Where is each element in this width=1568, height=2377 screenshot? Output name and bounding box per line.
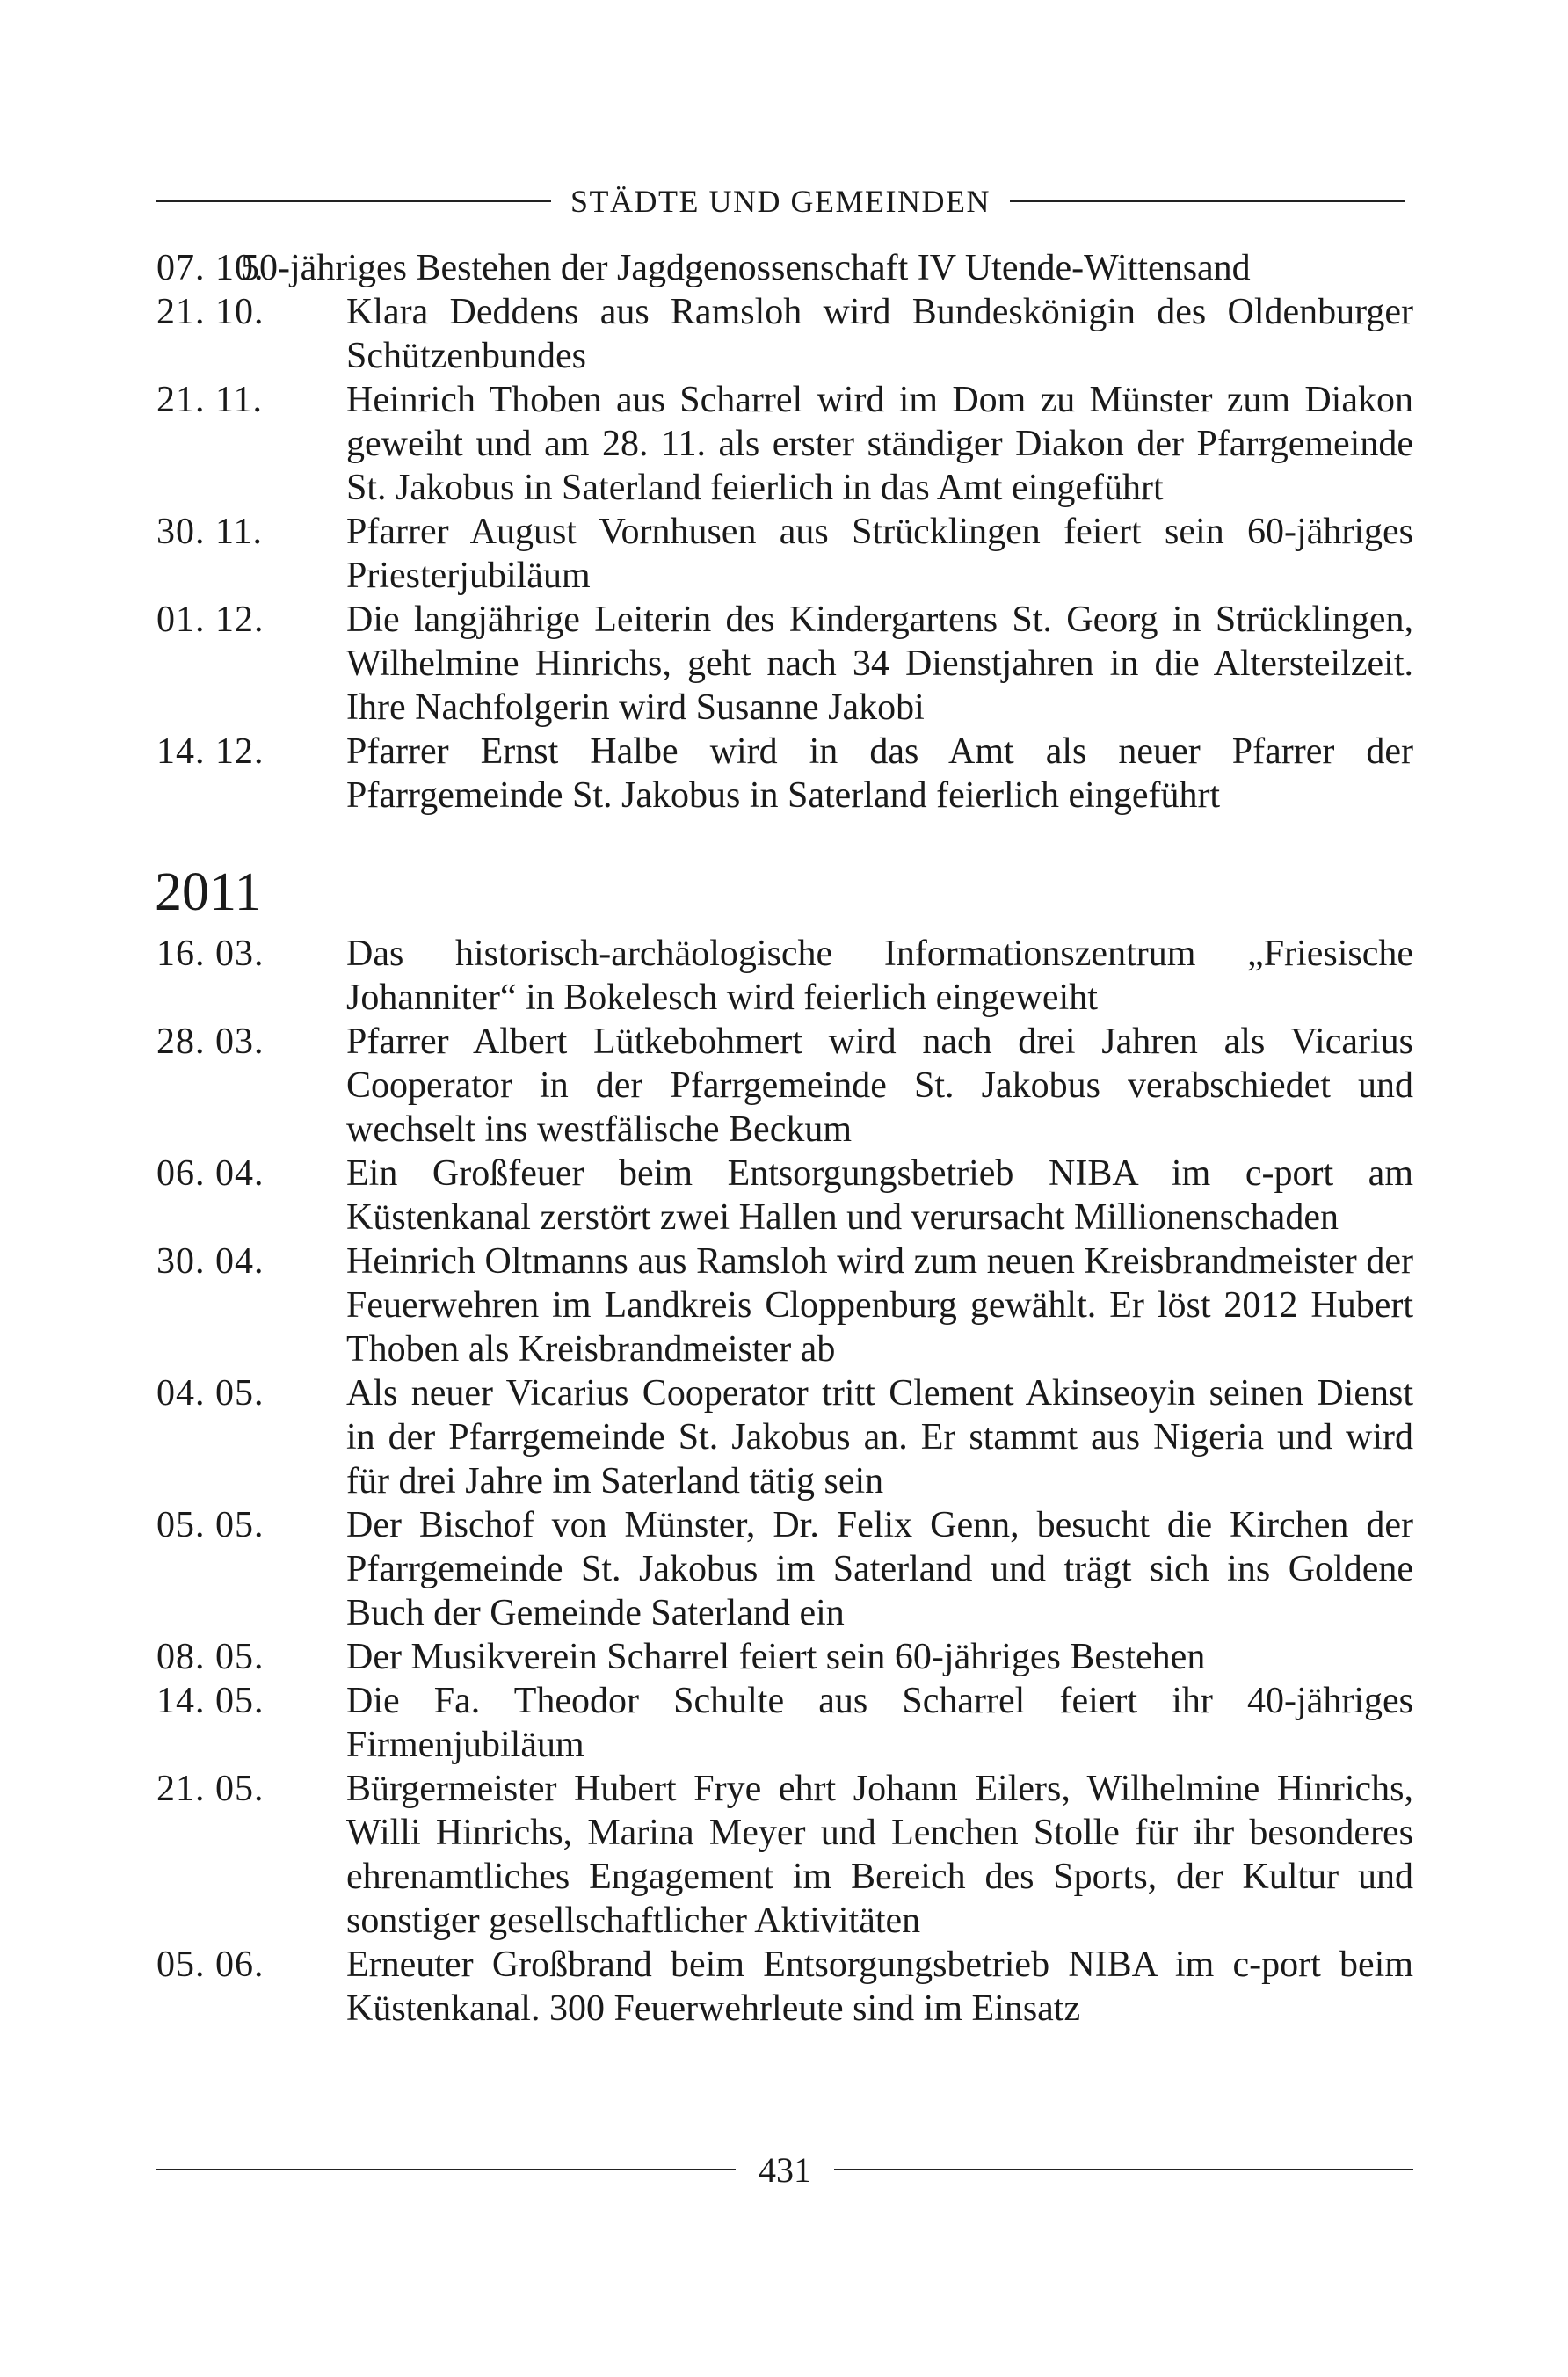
entry-date: 14. 12. — [156, 731, 265, 772]
chronicle-2011-list — [156, 932, 1413, 2031]
chronicle-2010-list — [156, 246, 1413, 818]
entry-date: 04. 05. — [156, 1373, 265, 1414]
header-rule-left — [156, 200, 551, 202]
entry-text: Heinrich Thoben aus Scharrel wird im Dom zu Münster zum Diakon geweiht und am 28. 11. als erster ständiger Diakon der Pfarrgemeinde St. Jakobus in Saterland feierlich in das Amt eingeführt — [346, 380, 1413, 508]
entry-text: Erneuter Großbrand beim Entsorgungsbetrieb NIBA im c-port beim Küstenkanal. 300 Feuerwehrleute sind im Einsatz — [346, 1944, 1413, 2029]
entry-date: 08. 05. — [156, 1637, 265, 1677]
entry-text: Der Musikverein Scharrel feiert sein 60-jähriges Bestehen — [346, 1637, 1206, 1677]
entry-text: Ein Großfeuer beim Entsorgungsbetrieb NIBA im c-port am Küstenkanal zerstört zwei Hallen und verursacht Millionenschaden — [346, 1153, 1413, 1238]
footer-rule-right — [834, 2169, 1413, 2170]
entry-text: Klara Deddens aus Ramsloh wird Bundeskönigin des Oldenburger Schützenbundes — [346, 292, 1413, 376]
entry-text: Die Fa. Theodor Schulte aus Scharrel feiert ihr 40-jähriges Firmenjubiläum — [346, 1681, 1413, 1765]
entry-text: Das historisch-archäologische Informationszentrum „Friesische Johanniter“ in Bokelesch wird feierlich eingeweiht — [346, 934, 1413, 1018]
running-head-title: STÄDTE UND GEMEINDEN — [570, 184, 991, 219]
chronicle-entry — [156, 730, 1413, 818]
entry-text: Pfarrer August Vornhusen aus Strücklingen feiert sein 60-jähriges Priesterjubiläum — [346, 512, 1413, 596]
chronicle-entry — [156, 290, 1413, 378]
entry-date: 21. 10. — [156, 292, 265, 332]
running-head — [156, 179, 1405, 223]
chronicle-entry — [156, 1020, 1413, 1152]
chronicle-entry — [156, 1943, 1413, 2031]
chronicle-entry — [156, 378, 1413, 510]
chronicle-entry — [156, 1635, 1413, 1679]
entry-text: Pfarrer Ernst Halbe wird in das Amt als neuer Pfarrer der Pfarrgemeinde St. Jakobus in Saterland feierlich eingeführt — [346, 731, 1413, 816]
entry-date: 30. 04. — [156, 1241, 265, 1282]
chronicle-entry — [156, 598, 1413, 730]
year-heading: 2011 — [155, 862, 262, 922]
entry-text: Als neuer Vicarius Cooperator tritt Clement Akinseoyin seinen Dienst in der Pfarrgemeinde St. Jakobus an. Er stammt aus Nigeria und wird für drei Jahre im Saterland tätig sein — [346, 1373, 1413, 1501]
entry-text: 50-jähriges Bestehen der Jagdgenossenschaft IV Utende-Wittensand — [241, 248, 1251, 288]
chronicle-entry — [156, 932, 1413, 1020]
entry-text: Pfarrer Albert Lütkebohmert wird nach drei Jahren als Vicarius Cooperator in der Pfarrgemeinde St. Jakobus verabschiedet und wechselt ins westfälische Beckum — [346, 1021, 1413, 1150]
chronicle-entry — [156, 1371, 1413, 1503]
chronicle-entry — [156, 510, 1413, 598]
footer-rule-left — [156, 2169, 736, 2170]
chronicle-entry — [156, 1239, 1413, 1371]
entry-date: 05. 05. — [156, 1505, 265, 1545]
entry-text: Der Bischof von Münster, Dr. Felix Genn, besucht die Kirchen der Pfarrgemeinde St. Jakobus im Saterland und trägt sich ins Goldene Buch der Gemeinde Saterland ein — [346, 1505, 1413, 1633]
entry-date: 06. 04. — [156, 1153, 265, 1194]
chronicle-entry — [156, 246, 1413, 290]
entry-date: 21. 11. — [156, 380, 263, 420]
entry-date: 16. 03. — [156, 934, 265, 974]
chronicle-entry — [156, 1503, 1413, 1635]
entry-text: Die langjährige Leiterin des Kindergartens St. Georg in Strücklingen, Wilhelmine Hinrichs, geht nach 34 Dienstjahren in die Altersteilzeit. Ihre Nachfolgerin wird Susanne Jakobi — [346, 600, 1413, 728]
chronicle-entry — [156, 1152, 1413, 1239]
page-footer — [156, 2145, 1413, 2194]
entry-text: Heinrich Oltmanns aus Ramsloh wird zum neuen Kreisbrandmeister der Feuerwehren im Landkreis Cloppenburg gewählt. Er löst 2012 Hubert Thoben als Kreisbrandmeister ab — [346, 1241, 1413, 1370]
entry-date: 07. 10. — [156, 248, 265, 288]
chronicle-entry — [156, 1679, 1413, 1767]
entry-date: 05. 06. — [156, 1944, 265, 1985]
entry-date: 01. 12. — [156, 600, 265, 640]
chronicle-entry — [156, 1767, 1413, 1943]
entry-text: Bürgermeister Hubert Frye ehrt Johann Eilers, Wilhelmine Hinrichs, Willi Hinrichs, Marina Meyer und Lenchen Stolle für ihr besonderes ehrenamtliches Engagement im Bereich des Sports, der Kultur und sonstiger gesellschaftlicher Aktivitäten — [346, 1769, 1413, 1941]
entry-date: 30. 11. — [156, 512, 263, 552]
header-rule-right — [1010, 200, 1405, 202]
page-number: 431 — [759, 2149, 811, 2190]
entry-date: 28. 03. — [156, 1021, 265, 1062]
entry-date: 14. 05. — [156, 1681, 265, 1721]
entry-date: 21. 05. — [156, 1769, 265, 1809]
